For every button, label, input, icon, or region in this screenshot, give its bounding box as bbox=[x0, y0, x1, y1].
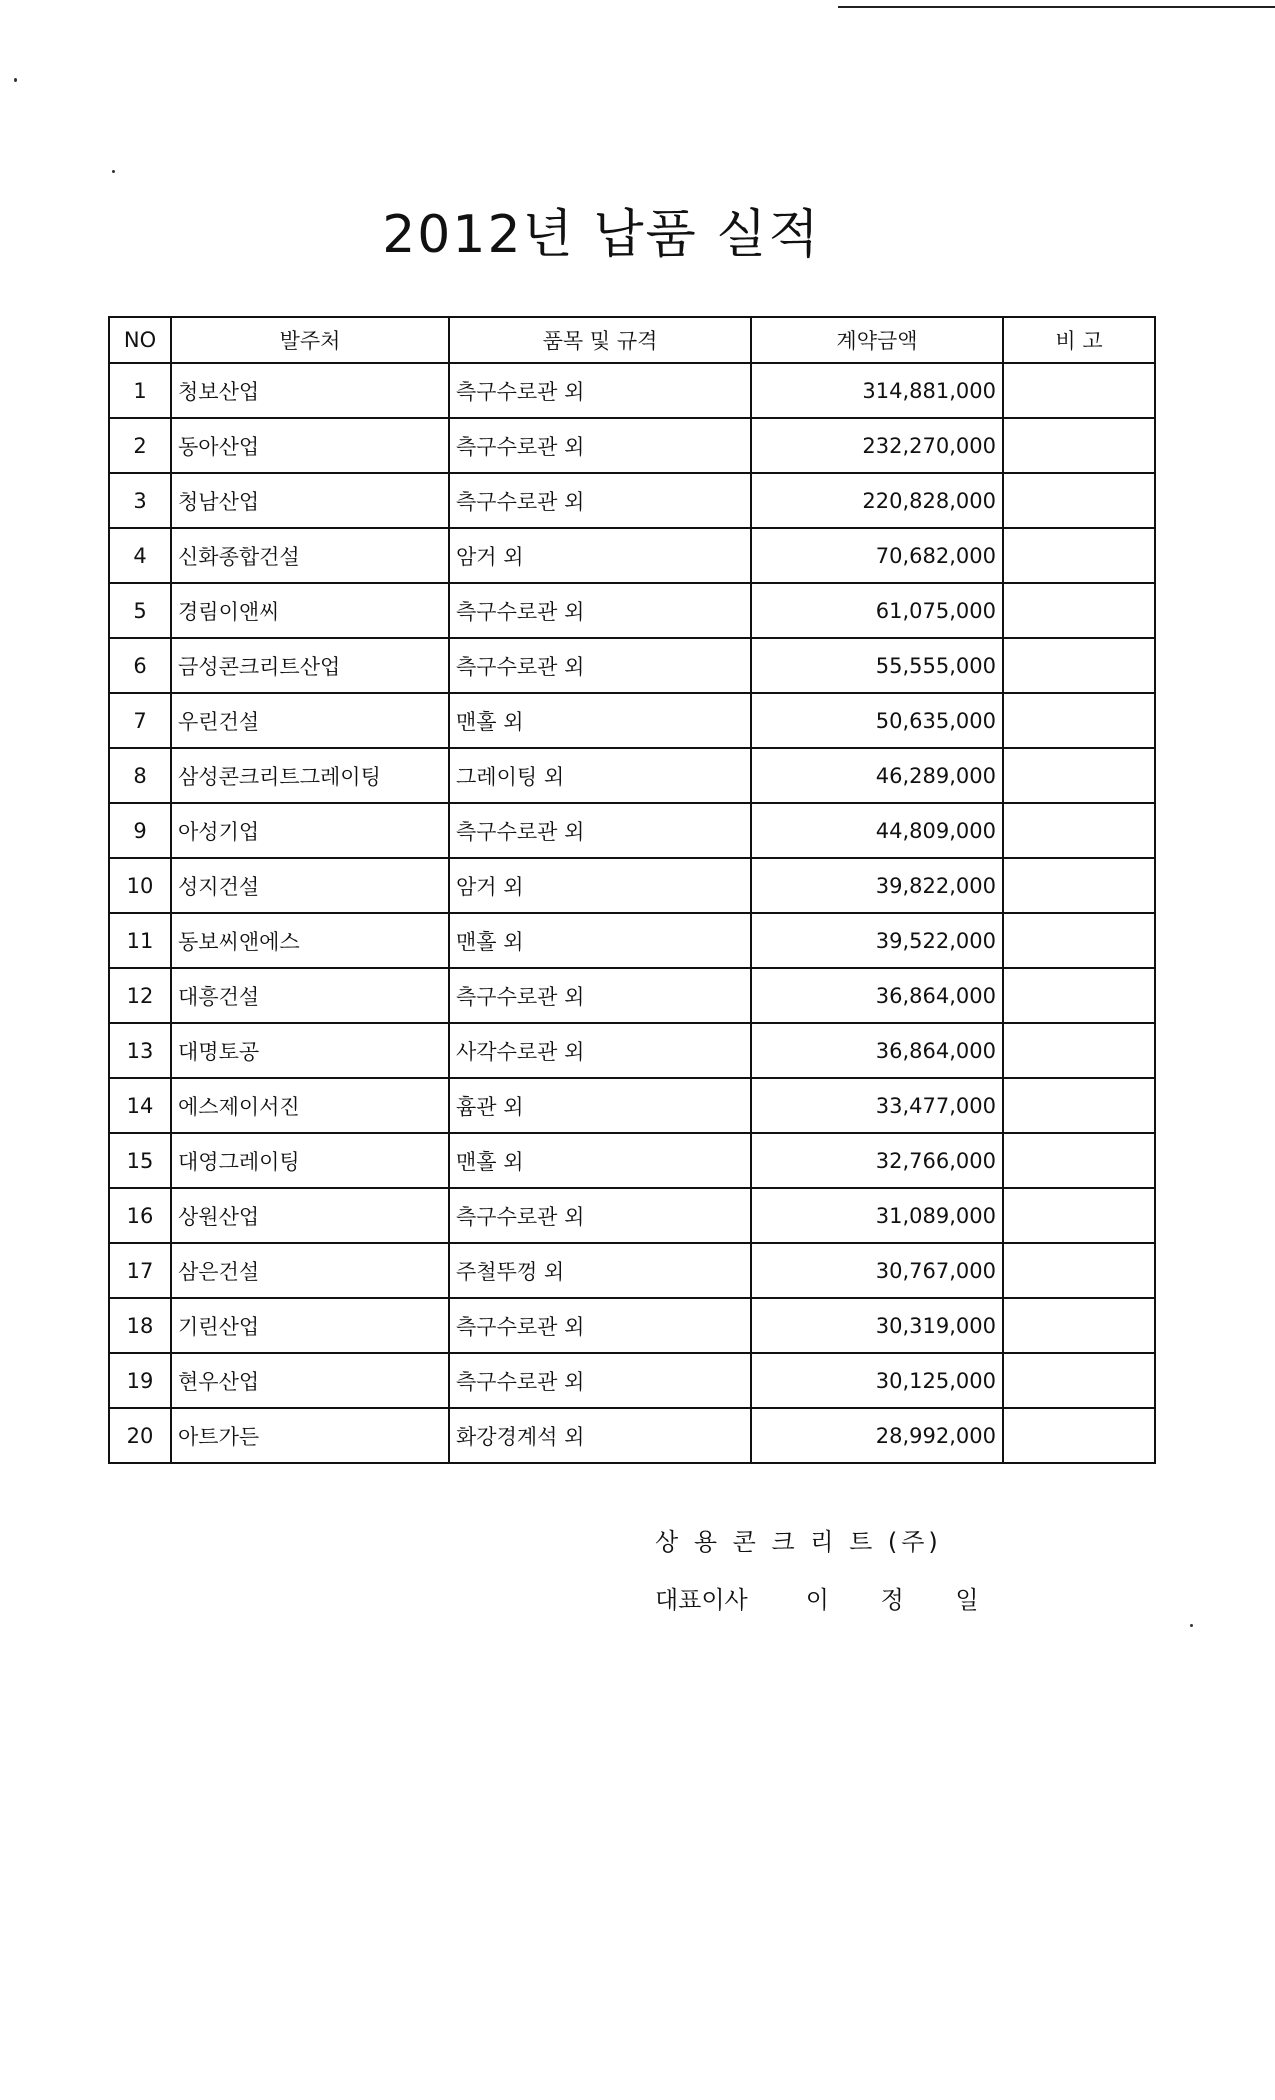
table-body bbox=[109, 363, 1155, 1463]
cell-note bbox=[1003, 1243, 1155, 1298]
header-no: NO bbox=[109, 317, 171, 363]
cell-note bbox=[1003, 1188, 1155, 1243]
cell-note bbox=[1003, 473, 1155, 528]
cell-client: 아성기업 bbox=[171, 803, 449, 858]
cell-amount: 44,809,000 bbox=[751, 803, 1003, 858]
cell-client: 현우산업 bbox=[171, 1353, 449, 1408]
cell-note bbox=[1003, 748, 1155, 803]
cell-client: 삼은건설 bbox=[171, 1243, 449, 1298]
document-title: 2012년 납품 실적 bbox=[382, 205, 821, 265]
cell-note bbox=[1003, 418, 1155, 473]
cell-note bbox=[1003, 363, 1155, 418]
table-row bbox=[109, 1078, 1155, 1133]
cell-item: 맨홀 외 bbox=[449, 1133, 751, 1188]
cell-no: 11 bbox=[109, 913, 171, 968]
cell-client: 삼성콘크리트그레이팅 bbox=[171, 748, 449, 803]
cell-note bbox=[1003, 913, 1155, 968]
cell-note bbox=[1003, 1078, 1155, 1133]
company-name: 상 용 콘 크 리 트 (주) bbox=[655, 1528, 942, 1556]
cell-no: 10 bbox=[109, 858, 171, 913]
cell-note bbox=[1003, 1133, 1155, 1188]
cell-amount: 33,477,000 bbox=[751, 1078, 1003, 1133]
cell-item: 맨홀 외 bbox=[449, 913, 751, 968]
cell-note bbox=[1003, 1353, 1155, 1408]
cell-client: 신화종합건설 bbox=[171, 528, 449, 583]
cell-note bbox=[1003, 583, 1155, 638]
cell-amount: 28,992,000 bbox=[751, 1408, 1003, 1463]
cell-item: 측구수로관 외 bbox=[449, 418, 751, 473]
table-row bbox=[109, 748, 1155, 803]
cell-note bbox=[1003, 1408, 1155, 1463]
cell-amount: 36,864,000 bbox=[751, 968, 1003, 1023]
scan-speck bbox=[112, 170, 115, 173]
cell-no: 9 bbox=[109, 803, 171, 858]
cell-amount: 55,555,000 bbox=[751, 638, 1003, 693]
cell-item: 측구수로관 외 bbox=[449, 363, 751, 418]
delivery-performance-table bbox=[108, 316, 1156, 1464]
table-row bbox=[109, 1408, 1155, 1463]
cell-item: 측구수로관 외 bbox=[449, 1188, 751, 1243]
cell-item: 측구수로관 외 bbox=[449, 583, 751, 638]
scan-speck bbox=[14, 78, 17, 82]
cell-item: 흄관 외 bbox=[449, 1078, 751, 1133]
header-item: 품목 및 규격 bbox=[449, 317, 751, 363]
cell-no: 7 bbox=[109, 693, 171, 748]
cell-item: 측구수로관 외 bbox=[449, 1353, 751, 1408]
cell-amount: 61,075,000 bbox=[751, 583, 1003, 638]
cell-no: 3 bbox=[109, 473, 171, 528]
table-row bbox=[109, 528, 1155, 583]
table-row bbox=[109, 1188, 1155, 1243]
cell-amount: 314,881,000 bbox=[751, 363, 1003, 418]
table-row bbox=[109, 418, 1155, 473]
cell-item: 암거 외 bbox=[449, 858, 751, 913]
cell-amount: 39,822,000 bbox=[751, 858, 1003, 913]
cell-no: 1 bbox=[109, 363, 171, 418]
cell-client: 아트가든 bbox=[171, 1408, 449, 1463]
cell-amount: 32,766,000 bbox=[751, 1133, 1003, 1188]
table-row bbox=[109, 1023, 1155, 1078]
cell-client: 대명토공 bbox=[171, 1023, 449, 1078]
table-header-row bbox=[109, 317, 1155, 363]
cell-client: 경림이앤씨 bbox=[171, 583, 449, 638]
representative-line bbox=[655, 1580, 1001, 1615]
scan-edge-line bbox=[838, 6, 1275, 8]
cell-note bbox=[1003, 1298, 1155, 1353]
table-row bbox=[109, 363, 1155, 418]
table-row bbox=[109, 1353, 1155, 1408]
header-note: 비 고 bbox=[1003, 317, 1155, 363]
cell-item: 화강경계석 외 bbox=[449, 1408, 751, 1463]
cell-amount: 31,089,000 bbox=[751, 1188, 1003, 1243]
scan-speck bbox=[1190, 1624, 1193, 1627]
cell-no: 16 bbox=[109, 1188, 171, 1243]
cell-item: 암거 외 bbox=[449, 528, 751, 583]
cell-note bbox=[1003, 638, 1155, 693]
cell-amount: 50,635,000 bbox=[751, 693, 1003, 748]
cell-item: 측구수로관 외 bbox=[449, 803, 751, 858]
cell-item: 그레이팅 외 bbox=[449, 748, 751, 803]
cell-client: 기린산업 bbox=[171, 1298, 449, 1353]
table-row bbox=[109, 858, 1155, 913]
cell-note bbox=[1003, 528, 1155, 583]
cell-item: 측구수로관 외 bbox=[449, 473, 751, 528]
cell-no: 5 bbox=[109, 583, 171, 638]
table-row bbox=[109, 638, 1155, 693]
cell-no: 2 bbox=[109, 418, 171, 473]
cell-no: 19 bbox=[109, 1353, 171, 1408]
table-row bbox=[109, 473, 1155, 528]
cell-client: 청남산업 bbox=[171, 473, 449, 528]
cell-amount: 36,864,000 bbox=[751, 1023, 1003, 1078]
cell-client: 우린건설 bbox=[171, 693, 449, 748]
cell-item: 측구수로관 외 bbox=[449, 638, 751, 693]
cell-note bbox=[1003, 1023, 1155, 1078]
table-row bbox=[109, 913, 1155, 968]
table-row bbox=[109, 583, 1155, 638]
cell-amount: 70,682,000 bbox=[751, 528, 1003, 583]
cell-no: 6 bbox=[109, 638, 171, 693]
cell-amount: 220,828,000 bbox=[751, 473, 1003, 528]
cell-client: 상원산업 bbox=[171, 1188, 449, 1243]
cell-client: 성지건설 bbox=[171, 858, 449, 913]
cell-no: 17 bbox=[109, 1243, 171, 1298]
cell-item: 주철뚜껑 외 bbox=[449, 1243, 751, 1298]
table-row bbox=[109, 1298, 1155, 1353]
cell-client: 대흥건설 bbox=[171, 968, 449, 1023]
cell-amount: 232,270,000 bbox=[751, 418, 1003, 473]
cell-no: 14 bbox=[109, 1078, 171, 1133]
cell-no: 20 bbox=[109, 1408, 171, 1463]
table-row bbox=[109, 693, 1155, 748]
table-row bbox=[109, 803, 1155, 858]
cell-item: 측구수로관 외 bbox=[449, 1298, 751, 1353]
cell-amount: 39,522,000 bbox=[751, 913, 1003, 968]
cell-no: 13 bbox=[109, 1023, 171, 1078]
cell-amount: 46,289,000 bbox=[751, 748, 1003, 803]
cell-note bbox=[1003, 693, 1155, 748]
cell-client: 대영그레이팅 bbox=[171, 1133, 449, 1188]
table-row bbox=[109, 1243, 1155, 1298]
representative-title: 대표이사 bbox=[655, 1586, 748, 1614]
representative-name: 이 정 일 bbox=[805, 1586, 1001, 1614]
cell-amount: 30,767,000 bbox=[751, 1243, 1003, 1298]
cell-item: 사각수로관 외 bbox=[449, 1023, 751, 1078]
cell-no: 12 bbox=[109, 968, 171, 1023]
cell-amount: 30,319,000 bbox=[751, 1298, 1003, 1353]
table-row bbox=[109, 968, 1155, 1023]
cell-client: 동보씨앤에스 bbox=[171, 913, 449, 968]
cell-note bbox=[1003, 803, 1155, 858]
cell-no: 4 bbox=[109, 528, 171, 583]
header-amount: 계약금액 bbox=[751, 317, 1003, 363]
cell-note bbox=[1003, 968, 1155, 1023]
cell-client: 동아산업 bbox=[171, 418, 449, 473]
cell-no: 15 bbox=[109, 1133, 171, 1188]
table-row bbox=[109, 1133, 1155, 1188]
header-client: 발주처 bbox=[171, 317, 449, 363]
cell-no: 18 bbox=[109, 1298, 171, 1353]
cell-client: 청보산업 bbox=[171, 363, 449, 418]
cell-client: 금성콘크리트산업 bbox=[171, 638, 449, 693]
cell-client: 에스제이서진 bbox=[171, 1078, 449, 1133]
cell-note bbox=[1003, 858, 1155, 913]
cell-amount: 30,125,000 bbox=[751, 1353, 1003, 1408]
cell-no: 8 bbox=[109, 748, 171, 803]
cell-item: 맨홀 외 bbox=[449, 693, 751, 748]
cell-item: 측구수로관 외 bbox=[449, 968, 751, 1023]
